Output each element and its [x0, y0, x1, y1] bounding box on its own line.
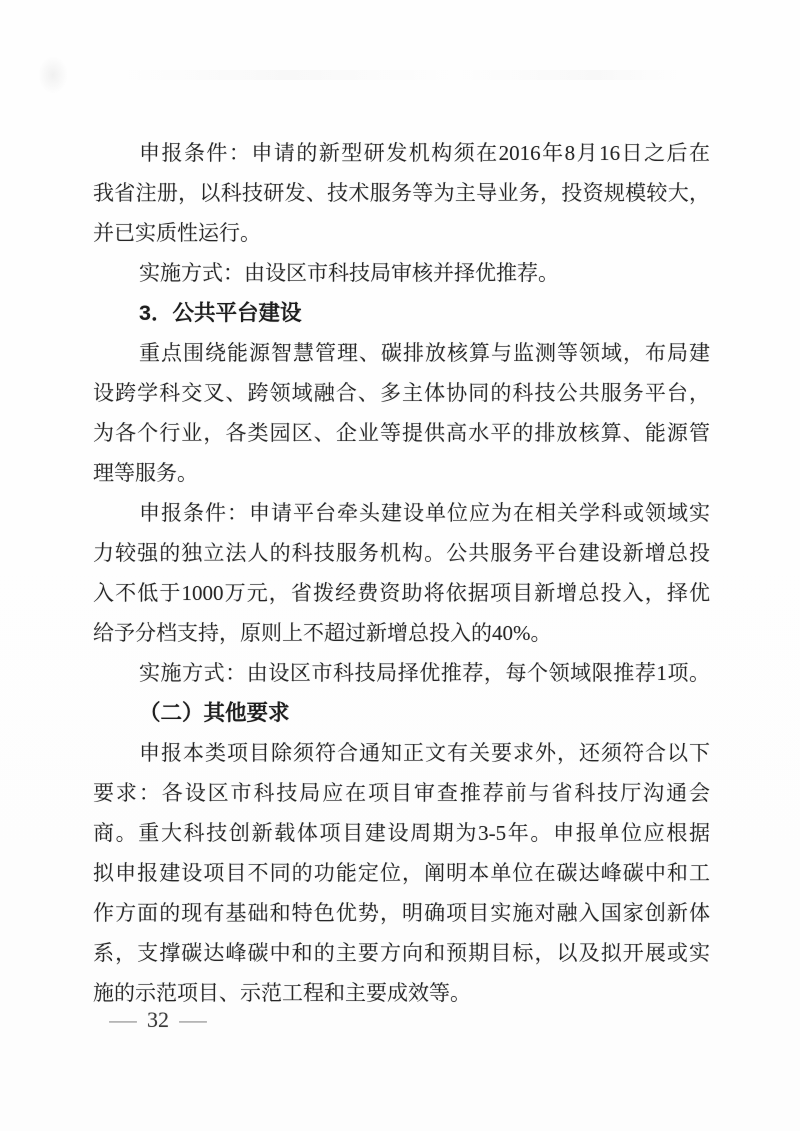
paragraph-line: 申报条件：申请的新型研发机构须在2016年8月16日之后在: [139, 141, 710, 165]
paragraph-line: 施的示范项目、示范工程和主要成效等。: [93, 981, 471, 1005]
text-block: [93, 133, 710, 1013]
paragraph-line: 实施方式：由设区市科技局审核并择优推荐。: [139, 261, 559, 285]
section-heading-other-requirements: （二）其他要求: [139, 701, 290, 725]
page-number: 32: [147, 1007, 169, 1032]
paragraph-line: 我省注册，以科技研发、技术服务等为主导业务，投资规模较大，: [93, 181, 710, 205]
paragraph-line: 作方面的现有基础和特色优势，明确项目实施对融入国家创新体: [93, 901, 710, 925]
scan-artifact: [38, 56, 68, 94]
page-footer: [109, 1003, 207, 1037]
paragraph-line: 拟申报建设项目不同的功能定位，阐明本单位在碳达峰碳中和工: [93, 861, 710, 885]
paragraph-line: 力较强的独立法人的科技服务机构。公共服务平台建设新增总投: [93, 541, 710, 565]
scan-artifact: [120, 70, 680, 80]
footer-dash-left: —: [109, 1007, 137, 1032]
paragraph-line: 重点围绕能源智慧管理、碳排放核算与监测等领域，布局建: [139, 341, 710, 365]
paragraph-line: 入不低于1000万元，省拨经费资助将依据项目新增总投入，择优: [93, 581, 710, 605]
paragraph-line: 理等服务。: [93, 461, 198, 485]
footer-dash-right: —: [179, 1007, 207, 1032]
paragraph-line: 系，支撑碳达峰碳中和的主要方向和预期目标，以及拟开展或实: [93, 941, 710, 965]
section-heading-public-platform: 3．公共平台建设: [139, 301, 302, 325]
paragraph-line: 要求：各设区市科技局应在项目审查推荐前与省科技厅沟通会: [93, 781, 710, 805]
paragraph-line: 为各个行业，各类园区、企业等提供高水平的排放核算、能源管: [93, 421, 710, 445]
paragraph-line: 并已实质性运行。: [93, 221, 261, 245]
paragraph-line: 实施方式：由设区市科技局择优推荐，每个领域限推荐1项。: [139, 661, 710, 685]
paragraph-line: 设跨学科交叉、跨领域融合、多主体协同的科技公共服务平台，: [93, 381, 710, 405]
paragraph-line: 申报本类项目除须符合通知正文有关要求外，还须符合以下: [139, 741, 710, 765]
paragraph-line: 给予分档支持，原则上不超过新增总投入的40%。: [93, 621, 552, 645]
paragraph-line: 商。重大科技创新载体项目建设周期为3-5年。申报单位应根据: [93, 821, 710, 845]
paragraph-line: 申报条件：申请平台牵头建设单位应为在相关学科或领域实: [139, 501, 710, 525]
